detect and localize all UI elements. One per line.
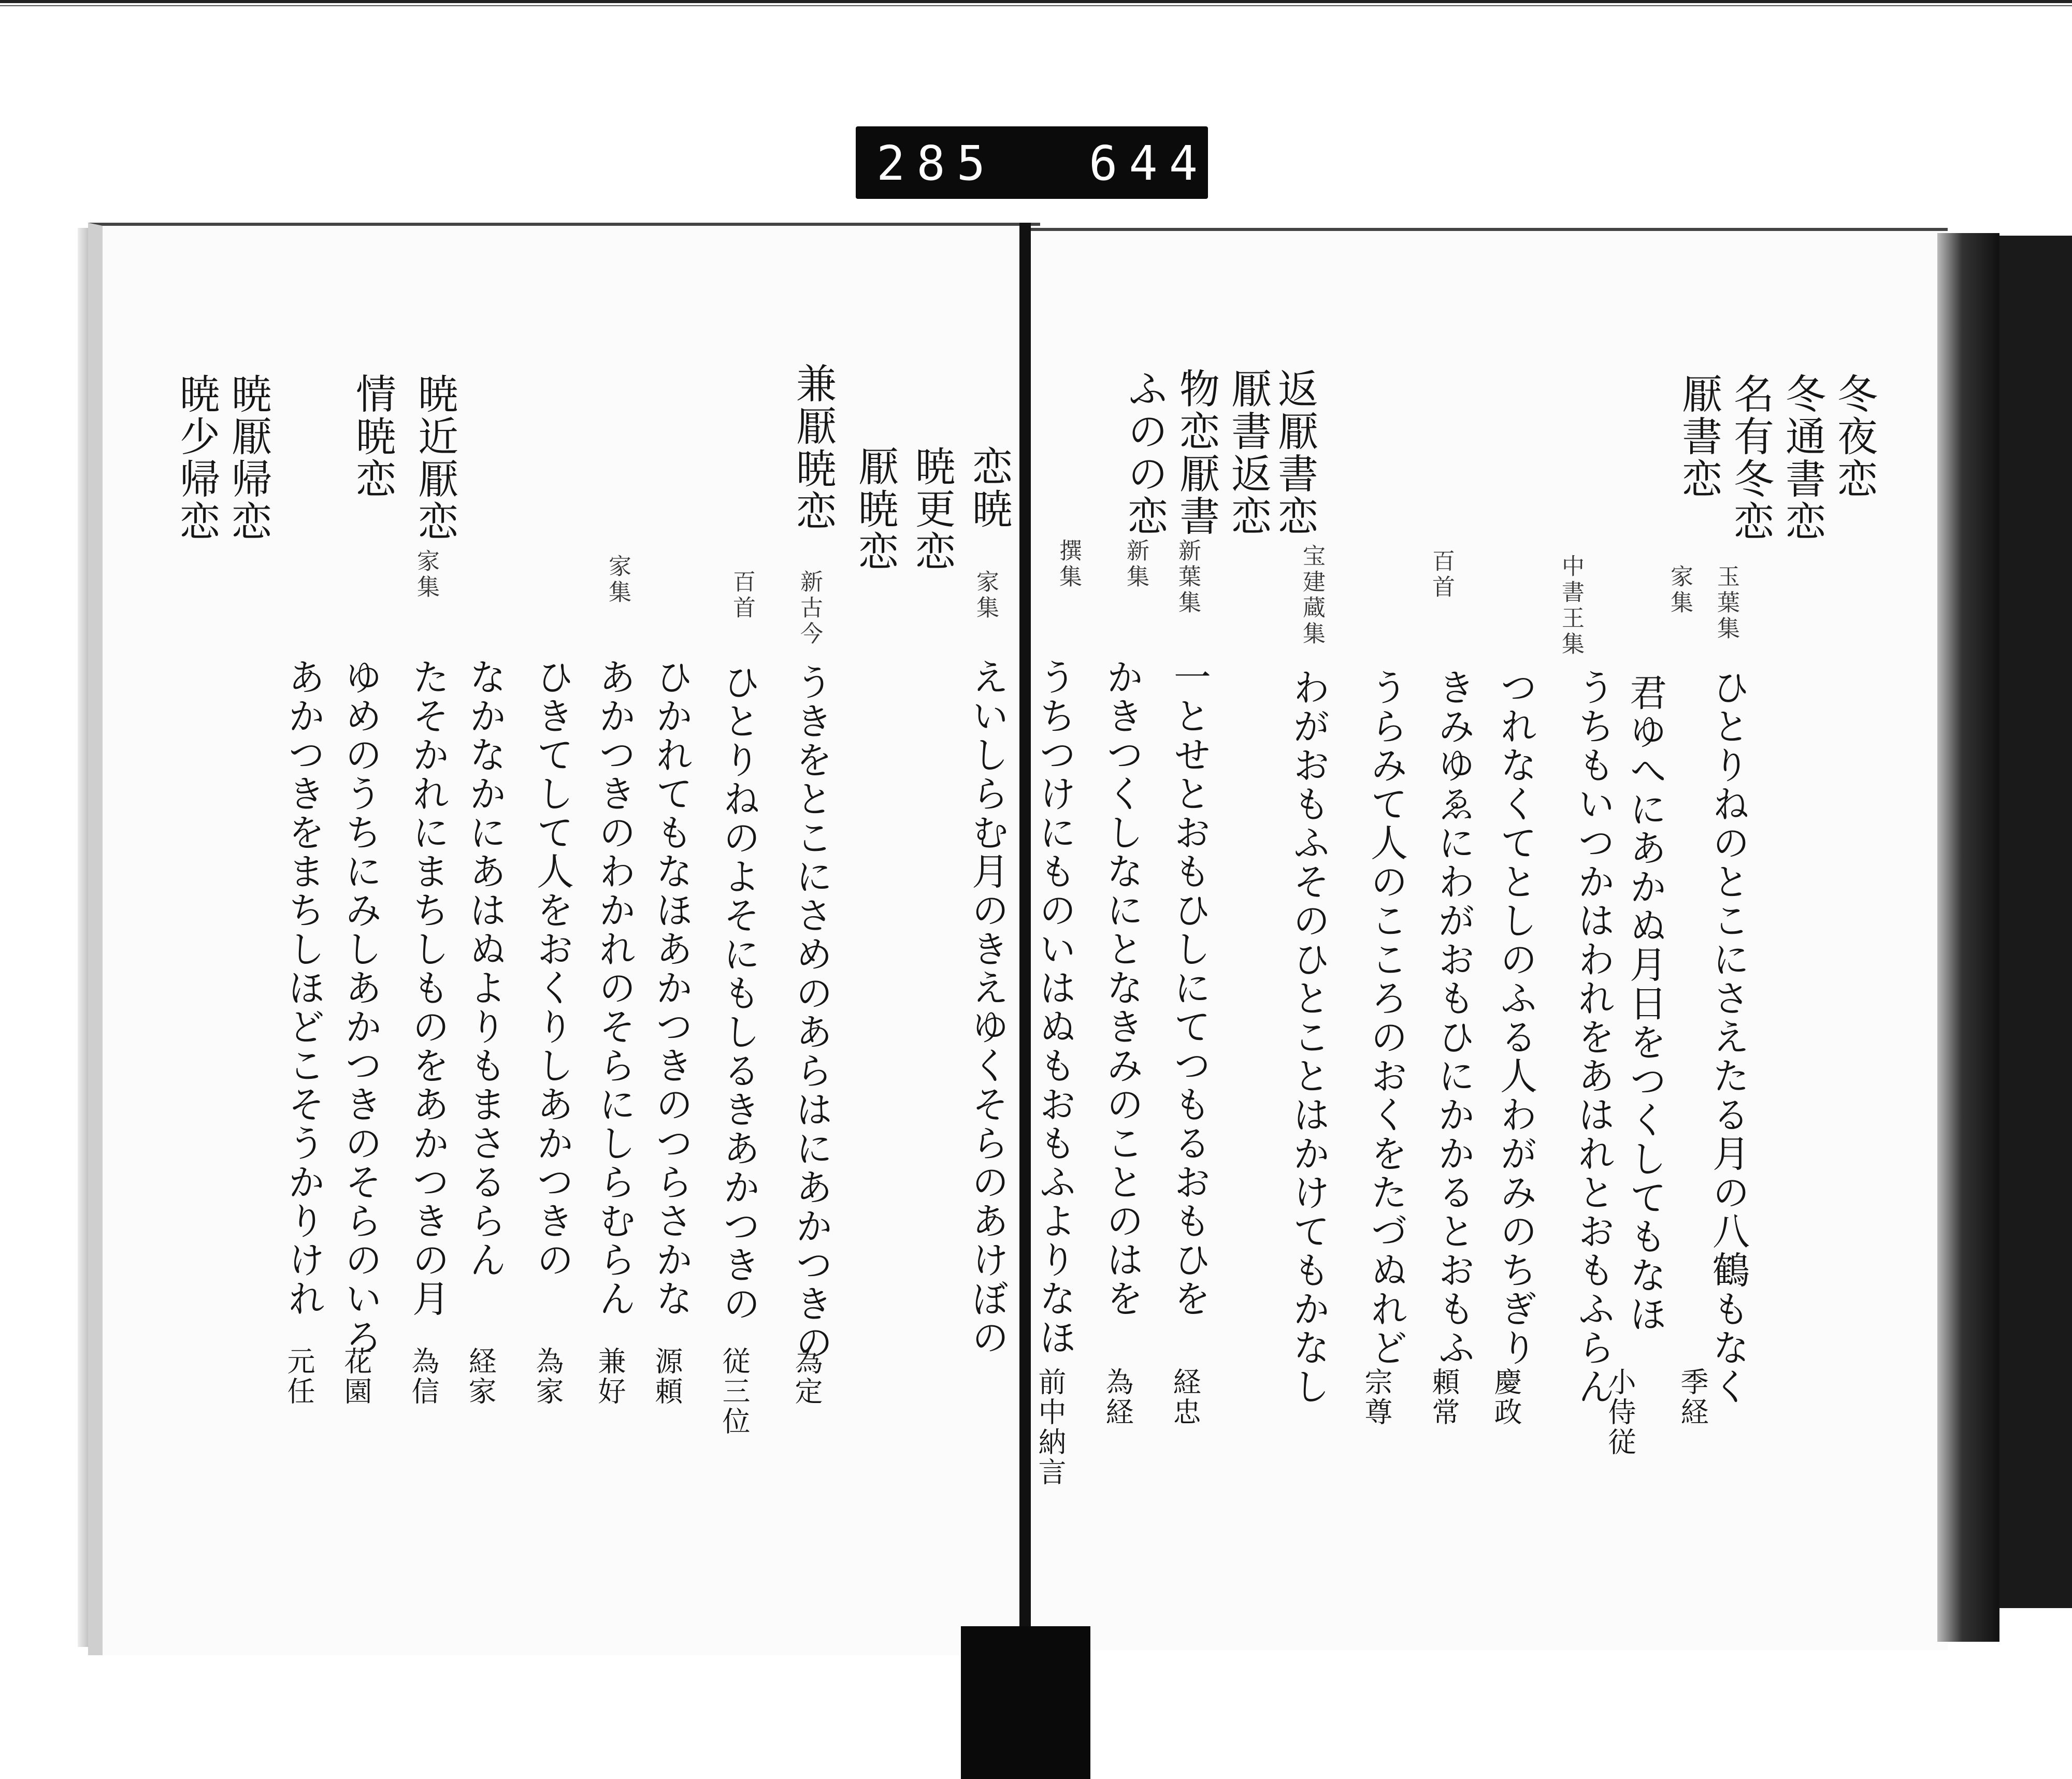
left-poem-line: たそかれにまちしものをあかつきの月 bbox=[406, 658, 450, 1318]
left-poem-line: えいしらむ月のきえゆくそらのあけぼの bbox=[966, 658, 1009, 1357]
left-title: 恋暁 bbox=[966, 445, 1012, 530]
right-title: 冬夜恋 bbox=[1831, 373, 1877, 500]
left-title: 暁近厭恋 bbox=[411, 373, 458, 543]
left-title: 暁更恋 bbox=[909, 445, 955, 573]
right-title: 厭書恋 bbox=[1675, 373, 1722, 500]
left-poem-line: ひきてして人をおくりしあかつきの bbox=[530, 658, 574, 1279]
left-author: 為家 bbox=[531, 1347, 564, 1407]
right-author: 慶政 bbox=[1490, 1367, 1522, 1427]
right-author: 小侍従 bbox=[1604, 1367, 1636, 1457]
left-source: 新古今 bbox=[796, 570, 823, 647]
left-poem-line: ひとりねのよそにもしるきあかつきの bbox=[717, 663, 760, 1323]
right-author: 前中納言 bbox=[1034, 1367, 1067, 1487]
left-poem-line: うきをとこにさめのあらはにあかつきの bbox=[789, 663, 833, 1362]
left-source: 家集 bbox=[972, 570, 999, 621]
right-poem-line: 一とせとおもひしにてつもるおもひを bbox=[1168, 658, 1211, 1318]
right-poem-line: うらみて人のこころのおくをたづぬれど bbox=[1364, 668, 1408, 1367]
right-source: 中書王集 bbox=[1558, 554, 1584, 658]
left-poem-line: ひかれてもなほあかつきのつらさかな bbox=[650, 658, 693, 1318]
right-poem-line: ひとりねのとこにさえたる月の八鶴もなく bbox=[1706, 668, 1750, 1406]
right-author: 季経 bbox=[1676, 1367, 1709, 1427]
right-poem-line: きみゆゑにわがおもひにかかるとおもふ bbox=[1432, 668, 1475, 1367]
right-source: 新集 bbox=[1123, 539, 1149, 590]
book-gutter bbox=[1019, 223, 1031, 1631]
left-author: 源頼 bbox=[651, 1347, 683, 1407]
left-author: 兼好 bbox=[594, 1347, 626, 1407]
left-author: 花園 bbox=[340, 1347, 372, 1407]
left-title: 厭暁恋 bbox=[852, 445, 898, 573]
left-source: 家集 bbox=[605, 554, 631, 606]
left-poem-line: あかつきのわかれのそらにしらむらん bbox=[593, 658, 636, 1318]
right-author: 為経 bbox=[1101, 1367, 1134, 1427]
right-source: 家集 bbox=[1666, 565, 1693, 616]
right-page-edge bbox=[1937, 233, 1999, 1642]
right-poem-line: かきつくしなにとなきみのことのはを bbox=[1100, 658, 1144, 1318]
right-title: 冬通書恋 bbox=[1779, 373, 1825, 543]
left-poem-line: ゆめのうちにみしあかつきのそらのいろ bbox=[339, 658, 382, 1357]
label-number-primary: 285 bbox=[876, 136, 997, 191]
right-poem-line: うちもいつかはわれをあはれとおもふらん bbox=[1572, 668, 1615, 1406]
scan-top-rule bbox=[0, 0, 2072, 3]
right-source: 新葉集 bbox=[1174, 539, 1201, 616]
left-author: 経家 bbox=[464, 1347, 497, 1407]
right-title: 名有冬恋 bbox=[1727, 373, 1774, 543]
binding-tab bbox=[961, 1626, 1090, 1779]
left-author: 為定 bbox=[790, 1347, 823, 1407]
right-source: 宝建蔵集 bbox=[1299, 544, 1325, 647]
right-poem-line: わがおもふそのひとことはかけてもかなし bbox=[1287, 668, 1330, 1406]
catalog-label-plate bbox=[856, 126, 1249, 199]
right-title: 返厭書恋 bbox=[1271, 368, 1318, 538]
right-author: 経忠 bbox=[1169, 1367, 1201, 1427]
right-source: 百首 bbox=[1428, 549, 1455, 601]
left-title: 暁厭帰恋 bbox=[225, 373, 271, 543]
left-source: 家集 bbox=[413, 549, 439, 601]
left-poem-line: あかつきをまちしほどこそうかりけれ bbox=[282, 658, 325, 1318]
right-author: 頼常 bbox=[1428, 1367, 1460, 1427]
left-source: 百首 bbox=[729, 570, 755, 621]
left-author: 従三位 bbox=[718, 1347, 751, 1437]
left-author: 為信 bbox=[407, 1347, 440, 1407]
right-source: 撰集 bbox=[1055, 539, 1082, 590]
label-number-secondary: 644. bbox=[1089, 136, 1249, 191]
right-poem-line: つれなくてとしのふる人わがみのちぎり bbox=[1494, 668, 1537, 1367]
right-title: 厭書返恋 bbox=[1225, 368, 1271, 538]
right-title: ふのの恋 bbox=[1121, 368, 1168, 538]
left-title: 暁少帰恋 bbox=[173, 373, 220, 543]
right-title: 物恋厭書 bbox=[1173, 368, 1219, 538]
right-author: 宗尊 bbox=[1360, 1367, 1393, 1427]
left-author: 元任 bbox=[283, 1347, 315, 1407]
right-source: 玉葉集 bbox=[1713, 565, 1739, 642]
left-title: 情暁恋 bbox=[349, 373, 396, 500]
left-title: 兼厭暁恋 bbox=[789, 363, 836, 532]
scan-top-rule-secondary bbox=[0, 5, 2072, 6]
book-cover-right bbox=[1999, 236, 2072, 1608]
right-poem-line: 君ゆへにあかぬ月日をつくしてもなほ bbox=[1623, 673, 1667, 1334]
left-poem-line: なかなかにあはぬよりもまさるらん bbox=[463, 658, 507, 1279]
right-poem-line: うちつけにものいはぬもおもふよりなほ bbox=[1033, 658, 1076, 1357]
